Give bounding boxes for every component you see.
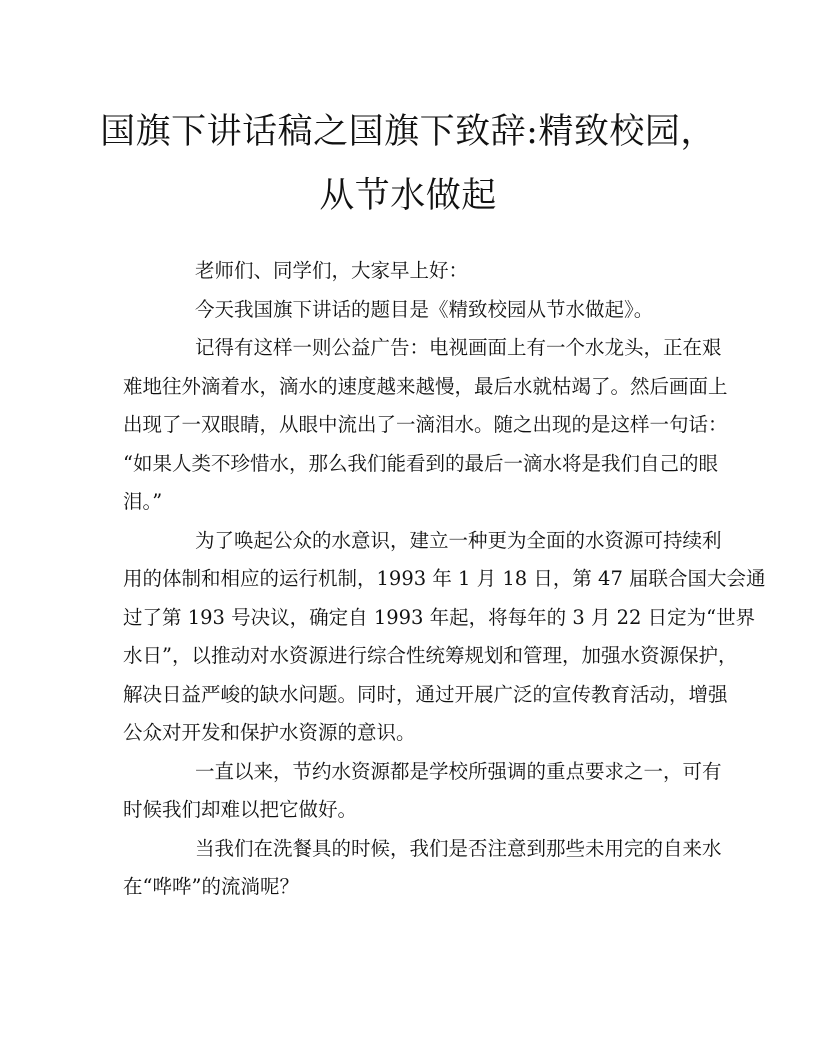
paragraph-washing-dishes — [123, 830, 722, 907]
document-title-line-1: 国旗下讲话稿之国旗下致辞:精致校园， — [100, 112, 716, 152]
document-body — [123, 252, 766, 907]
text-line: 一直以来，节约水资源都是学校所强调的重点要求之一，可有 — [195, 759, 722, 783]
text-line: “如果人类不珍惜水，那么我们能看到的最后一滴水将是我们自己的眼 — [123, 451, 718, 475]
text-line: 用的体制和相应的运行机制，1993 年 1 月 18 日，第 47 届联合国大会通 — [123, 567, 766, 590]
paragraph-topic — [123, 291, 695, 330]
text-line: 泪。” — [123, 490, 163, 513]
document-title-line-2: 从节水做起 — [319, 176, 497, 216]
paragraph-public-ad — [123, 329, 728, 522]
text-line: 当我们在洗餐具的时候，我们是否注意到那些未用完的自来水 — [195, 836, 722, 860]
text-line: 记得有这样一则公益广告：电视画面上有一个水龙头，正在艰 — [195, 336, 722, 359]
text-line: 为了唤起公众的水意识，建立一种更为全面的水资源可持续利 — [195, 528, 722, 552]
paragraph-greeting — [123, 252, 695, 291]
paragraph-world-water-day — [123, 522, 766, 753]
text-line: 在“哗哗”的流淌呢？ — [123, 875, 299, 898]
text-line: 时候我们却难以把它做好。 — [123, 798, 358, 821]
text-line: 过了第 193 号决议，确定自 1993 年起，将每年的 3 月 22 日定为“世界 — [123, 605, 756, 629]
text-line: 难地往外滴着水，滴水的速度越来越慢，最后水就枯竭了。然后画面上 — [123, 374, 728, 398]
text-line: 解决日益严峻的缺水问题。同时，通过开展广泛的宣传教育活动，增强 — [123, 682, 728, 706]
paragraph-school-water-saving — [123, 753, 722, 830]
text-line: 老师们、同学们，大家早上好： — [195, 259, 469, 282]
text-line: 今天我国旗下讲话的题目是《精致校园从节水做起》。 — [195, 297, 654, 321]
text-line: 水日”，以推动对水资源进行综合性统筹规划和管理，加强水资源保护， — [123, 644, 738, 667]
text-line: 公众对开发和保护水资源的意识。 — [123, 721, 416, 744]
text-line: 出现了一双眼睛，从眼中流出了一滴泪水。随之出现的是这样一句话： — [123, 413, 728, 436]
